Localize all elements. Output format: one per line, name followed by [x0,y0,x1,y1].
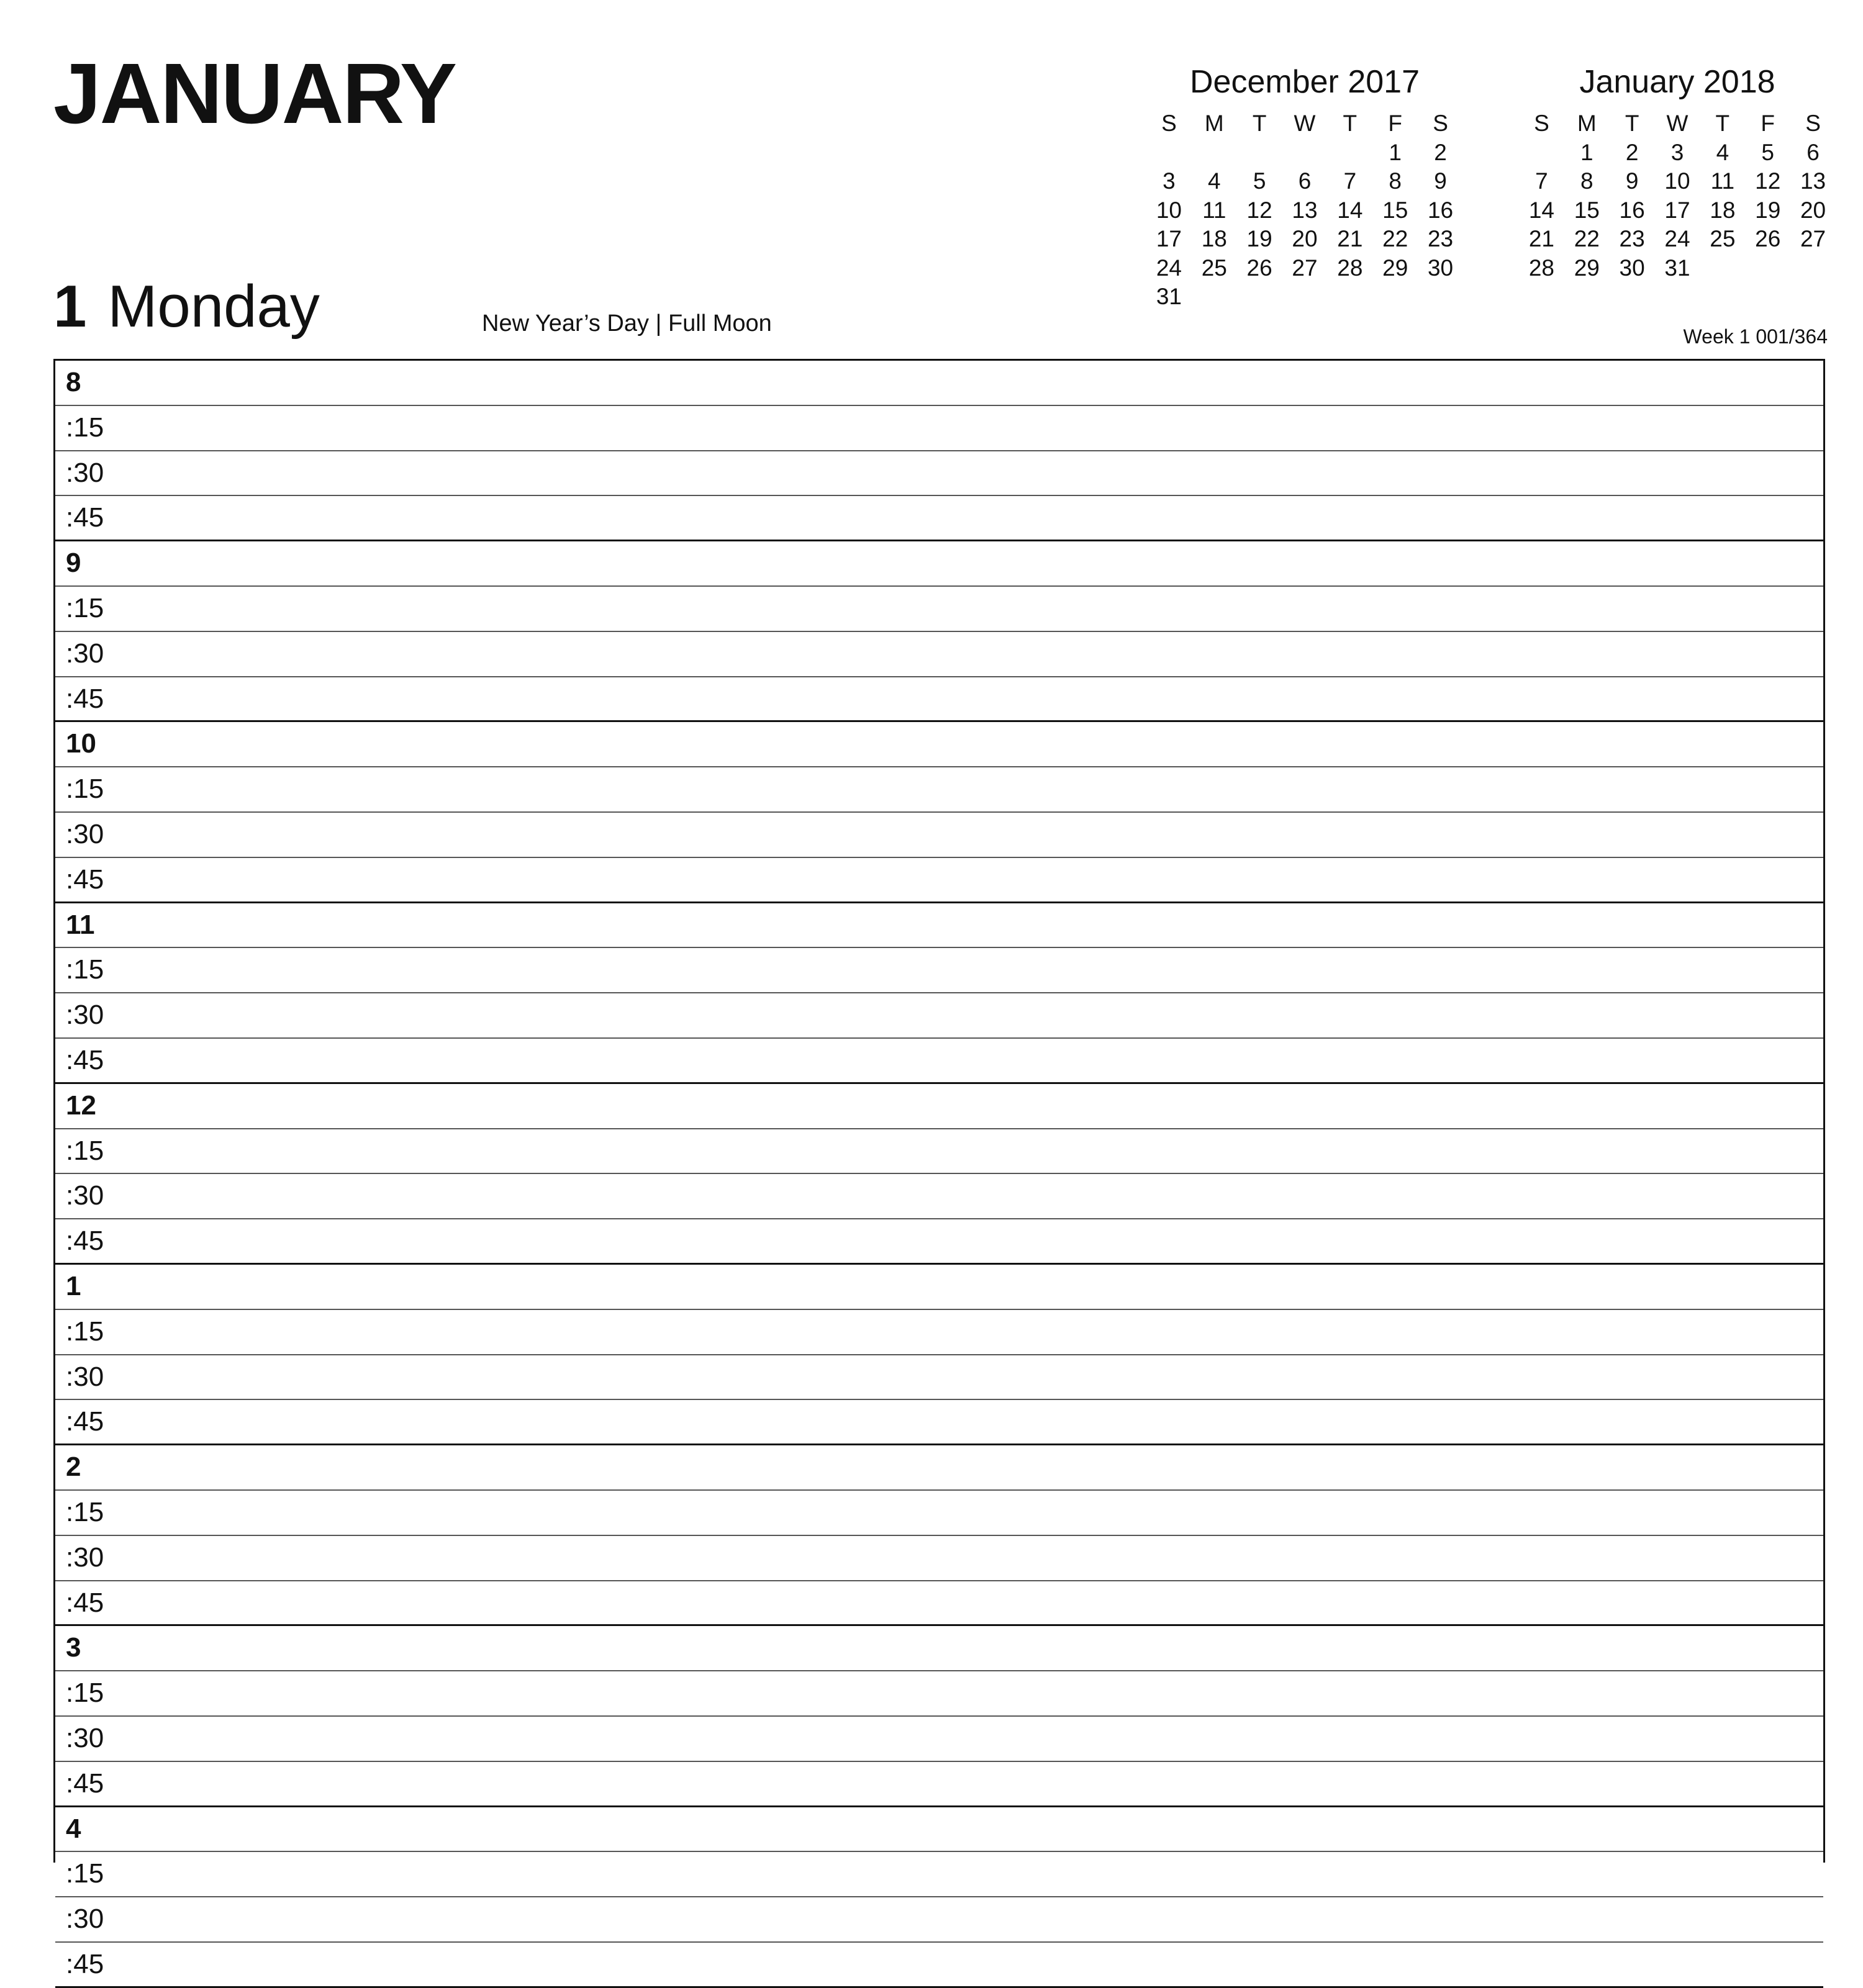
time-label: :15 [66,412,104,443]
day-cell[interactable]: 6 [1298,168,1312,194]
day-cell[interactable]: 31 [1156,284,1182,309]
time-label: :30 [66,818,104,849]
day-cell[interactable]: 26 [1246,255,1272,281]
weekday-label: S [1534,111,1549,136]
mini-calendar-december-2017 [1146,62,1463,312]
time-label: :45 [66,1226,104,1257]
day-cell[interactable]: 12 [1755,168,1781,194]
day-cell[interactable]: 14 [1528,197,1554,223]
empty-day-cell [1282,138,1328,168]
time-slot-hour[interactable] [55,1265,1823,1310]
day-cell[interactable]: 28 [1528,255,1554,281]
day-cell[interactable]: 2 [1434,139,1447,165]
day-cell[interactable]: 21 [1528,226,1554,251]
time-slot-quarter[interactable] [55,1219,1823,1265]
day-cell[interactable]: 25 [1201,255,1227,281]
month-title: JANUARY [53,46,456,142]
day-cell[interactable]: 13 [1800,168,1826,194]
time-label: :45 [66,1948,104,1979]
empty-day-cell [1418,282,1463,312]
day-cell[interactable]: 27 [1800,226,1826,251]
day-cell[interactable]: 6 [1806,139,1820,165]
empty-day-cell [1700,254,1745,283]
time-slot-hour[interactable] [55,1445,1823,1491]
mini-calendar-grid [1146,109,1463,312]
day-cell[interactable]: 9 [1434,168,1447,194]
time-label: 10 [66,728,96,759]
time-label: :15 [66,1496,104,1527]
day-cell[interactable]: 29 [1574,255,1600,281]
time-slot-quarter[interactable] [55,1355,1823,1401]
day-cell[interactable]: 7 [1343,168,1357,194]
time-label: :45 [66,1044,104,1075]
time-label: :30 [66,1180,104,1211]
empty-day-cell [1327,138,1372,168]
time-slot-hour[interactable] [55,1084,1823,1129]
time-label: :30 [66,1542,104,1573]
time-label: :30 [66,638,104,669]
time-slot-quarter[interactable] [55,451,1823,497]
weekday-label: W [1294,111,1316,136]
time-slot-quarter[interactable] [55,1310,1823,1355]
weekday-label: M [1577,111,1597,136]
empty-day-cell [1192,138,1237,168]
day-cell[interactable]: 19 [1755,197,1781,223]
day-cell[interactable]: 13 [1292,197,1318,223]
day-cell[interactable]: 22 [1574,226,1600,251]
time-slot-quarter[interactable] [55,813,1823,858]
time-slot-quarter[interactable] [55,677,1823,723]
empty-day-cell [1192,282,1237,312]
time-slot-quarter[interactable] [55,1671,1823,1717]
time-slot-hour[interactable] [55,361,1823,406]
day-cell[interactable]: 18 [1710,197,1736,223]
day-cell[interactable]: 31 [1664,255,1690,281]
day-cell[interactable]: 11 [1710,168,1735,194]
day-cell[interactable]: 1 [1389,139,1402,165]
time-slot-quarter[interactable] [55,767,1823,813]
time-slot-quarter[interactable] [55,1852,1823,1897]
day-cell[interactable]: 15 [1382,197,1408,223]
day-cell[interactable]: 15 [1574,197,1600,223]
day-cell[interactable]: 16 [1619,197,1645,223]
day-cell[interactable]: 24 [1664,226,1690,251]
weekday-label: T [1625,111,1639,136]
empty-day-cell [1745,254,1790,283]
day-cell[interactable]: 14 [1337,197,1363,223]
time-label: :45 [66,502,104,533]
time-slot-quarter[interactable] [55,1536,1823,1581]
time-slot-hour[interactable] [55,722,1823,767]
time-label: :30 [66,1361,104,1392]
time-label: 1 [66,1270,81,1301]
day-cell[interactable]: 7 [1535,168,1548,194]
day-cell[interactable]: 10 [1664,168,1690,194]
time-label: :45 [66,1406,104,1437]
time-label: :15 [66,774,104,805]
day-cell[interactable]: 17 [1156,226,1182,251]
empty-day-cell [1372,282,1418,312]
time-label: :30 [66,1904,104,1935]
day-cell[interactable]: 3 [1163,168,1176,194]
time-label: 3 [66,1632,81,1663]
empty-day-cell [1146,138,1192,168]
weekday-label: T [1715,111,1730,136]
time-slot-quarter[interactable] [55,1129,1823,1175]
day-cell[interactable]: 4 [1716,139,1729,165]
time-label: 8 [66,367,81,397]
day-cell[interactable]: 18 [1201,226,1227,251]
time-label: :45 [66,864,104,895]
day-cell[interactable]: 23 [1427,226,1454,251]
day-cell[interactable]: 8 [1580,168,1593,194]
weekday-label: S [1805,111,1821,136]
weekday-label: T [1252,111,1267,136]
time-label: :15 [66,592,104,623]
day-cell[interactable]: 28 [1337,255,1363,281]
time-label: 4 [66,1813,81,1844]
time-slot-quarter[interactable] [55,496,1823,541]
time-label: :15 [66,1858,104,1889]
time-slot-quarter[interactable] [55,948,1823,993]
day-cell[interactable]: 27 [1292,255,1318,281]
day-cell[interactable]: 19 [1246,226,1272,251]
mini-calendar-title: January 2018 [1579,64,1775,100]
time-label: :15 [66,1135,104,1166]
day-cell[interactable]: 10 [1156,197,1182,223]
time-slot-quarter[interactable] [55,993,1823,1039]
day-name: Monday [107,273,320,340]
time-slot-quarter[interactable] [55,1762,1823,1807]
weekday-label: M [1204,111,1224,136]
day-cell[interactable]: 1 [1580,139,1593,165]
schedule-grid [53,359,1825,1979]
empty-day-cell [1519,138,1564,168]
day-cell[interactable]: 24 [1156,255,1182,281]
day-cell[interactable]: 21 [1337,226,1363,251]
time-slot-hour[interactable] [55,903,1823,949]
time-slot-quarter[interactable] [55,1581,1823,1627]
day-cell[interactable]: 20 [1292,226,1318,251]
time-slot-quarter[interactable] [55,858,1823,903]
day-cell[interactable]: 2 [1625,139,1639,165]
time-slot-quarter[interactable] [55,1943,1823,1988]
weekday-label: F [1761,111,1775,136]
day-cell[interactable]: 17 [1664,197,1690,223]
empty-day-cell [1237,138,1282,168]
time-label: :30 [66,1722,104,1753]
weekday-label: S [1161,111,1177,136]
time-label: :15 [66,954,104,985]
time-slot-quarter[interactable] [55,1039,1823,1084]
time-slot-quarter[interactable] [55,1400,1823,1445]
time-slot-quarter[interactable] [55,1174,1823,1219]
time-label: :30 [66,457,104,488]
day-cell[interactable]: 30 [1427,255,1454,281]
day-heading [53,273,320,340]
time-slot-quarter[interactable] [55,1897,1823,1943]
weekday-label: T [1343,111,1358,136]
time-label: 9 [66,548,81,579]
day-cell[interactable]: 23 [1619,226,1645,251]
time-slot-hour[interactable] [55,541,1823,587]
day-cell[interactable]: 12 [1246,197,1272,223]
time-label: :45 [66,1768,104,1799]
day-events: New Year’s Day | Full Moon [482,310,772,337]
empty-day-cell [1327,282,1372,312]
time-label: 12 [66,1090,96,1121]
day-cell[interactable]: 4 [1207,168,1221,194]
day-cell[interactable]: 25 [1710,226,1736,251]
empty-day-cell [1237,282,1282,312]
time-label: 2 [66,1452,81,1483]
empty-day-cell [1790,254,1836,283]
time-label: :15 [66,1678,104,1709]
time-label: :45 [66,683,104,714]
day-cell[interactable]: 29 [1382,255,1408,281]
day-cell[interactable]: 5 [1761,139,1774,165]
day-cell[interactable]: 11 [1202,197,1226,223]
empty-day-cell [1282,282,1328,312]
time-label: :15 [66,1316,104,1347]
day-cell[interactable]: 16 [1427,197,1454,223]
day-cell[interactable]: 26 [1755,226,1781,251]
weekday-label: S [1433,111,1448,136]
time-slot-hour[interactable] [55,1807,1823,1853]
time-slot-quarter[interactable] [55,587,1823,632]
time-label: :45 [66,1587,104,1618]
time-slot-quarter[interactable] [55,1717,1823,1762]
day-cell[interactable]: 22 [1382,226,1408,251]
weekday-label: F [1388,111,1403,136]
time-slot-hour[interactable] [55,1626,1823,1671]
day-cell[interactable]: 3 [1670,139,1684,165]
mini-calendar-january-2018 [1519,62,1836,282]
time-label: :30 [66,1000,104,1031]
day-cell[interactable]: 20 [1800,197,1826,223]
time-slot-quarter[interactable] [55,406,1823,451]
day-cell[interactable]: 5 [1253,168,1266,194]
day-cell[interactable]: 8 [1389,168,1402,194]
time-slot-quarter[interactable] [55,632,1823,677]
week-info: Week 1 001/364 [1683,325,1828,348]
day-cell[interactable]: 30 [1619,255,1645,281]
mini-calendar-grid [1519,109,1836,282]
day-cell[interactable]: 9 [1625,168,1639,194]
time-slot-quarter[interactable] [55,1491,1823,1536]
day-number: 1 [53,273,87,340]
mini-calendar-title: December 2017 [1190,64,1420,100]
time-label: 11 [66,909,95,940]
weekday-label: W [1666,111,1688,136]
